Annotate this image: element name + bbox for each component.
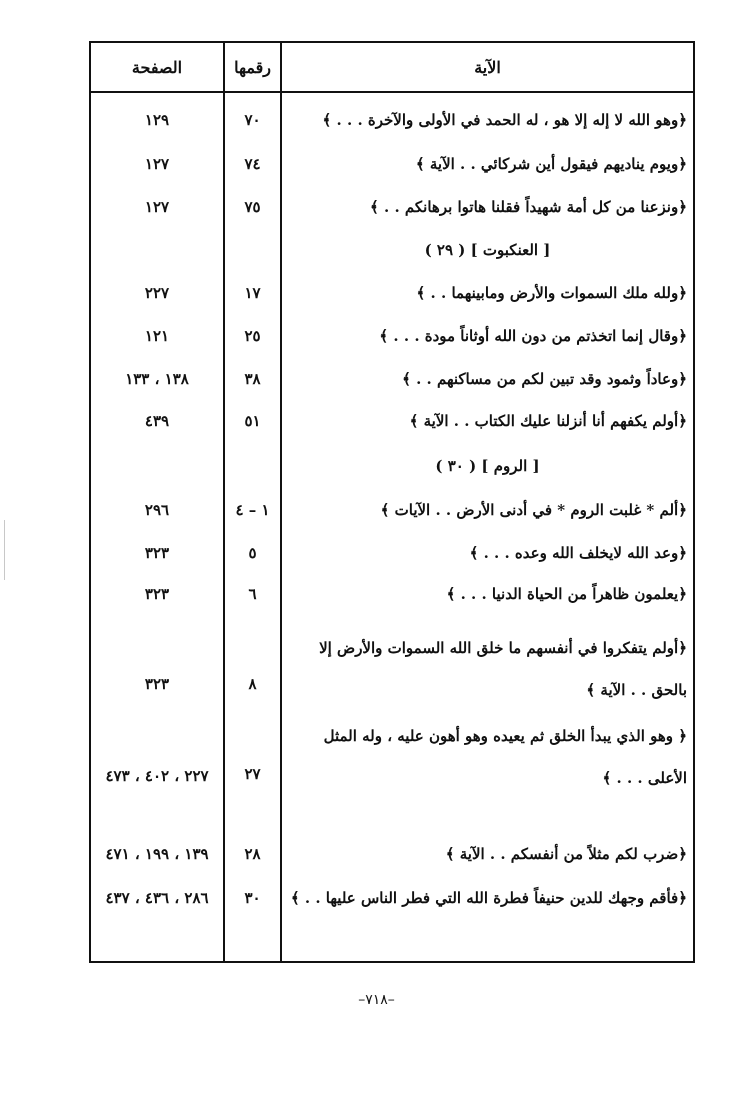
page-number: –٧١٨–	[358, 992, 395, 1008]
aya-number: ٧٠	[244, 111, 261, 129]
aya-number: ٨	[248, 675, 257, 693]
aya-number: ١٧	[244, 284, 261, 302]
table-row	[91, 707, 693, 825]
verse-index-table	[89, 41, 695, 963]
aya-number: ٧٥	[244, 198, 261, 216]
page-ref: ١٣٩ ، ١٩٩ ، ٤٧١	[105, 845, 209, 863]
table-row	[91, 877, 693, 919]
page-ref: ٢٩٦	[144, 501, 170, 519]
aya-text: ﴿ونزعنا من كل أمة شهيداً فقلنا هاتوا برهانكم . . ﴾	[370, 198, 687, 216]
aya-text: ﴿وعاداً وثمود وقد تبين لكم من مساكنهم . . ﴾	[402, 370, 687, 388]
table-row	[91, 532, 693, 574]
aya-text: ﴿ وهو الذي يبدأ الخلق ثم يعيده وهو أهون عليه ، وله المثل الأعلى . . . ﴾	[323, 727, 687, 787]
aya-text: ﴿ويوم يناديهم فيقول أين شركائي . . الآية ﴾	[415, 155, 687, 173]
header-page: الصفحة	[131, 57, 183, 77]
page-ref: ٢٢٧	[144, 284, 170, 302]
surah-heading: [ العنكبوت ] ( ٢٩ )	[424, 241, 551, 259]
aya-number: ٥١	[244, 412, 261, 430]
aya-number: ٢٧	[244, 765, 261, 783]
table-row	[91, 833, 693, 875]
aya-text: ﴿فأقم وجهك للدين حنيفاً فطرة الله التي فطر الناس عليها . . ﴾	[290, 889, 687, 907]
page-ref: ٣٢٣	[144, 585, 170, 603]
aya-number: ٢٥	[244, 327, 261, 345]
aya-number: ٥	[248, 544, 257, 562]
scan-margin-mark	[4, 520, 5, 580]
table-row	[91, 272, 693, 314]
aya-text: ﴿وهو الله لا إله إلا هو ، له الحمد في الأولى والآخرة . . . ﴾	[322, 111, 687, 129]
table-row	[91, 619, 693, 705]
section-heading-row	[91, 445, 693, 487]
aya-text: ﴿وقال إنما اتخذتم من دون الله أوثاناً مودة . . . ﴾	[379, 327, 687, 345]
table-row	[91, 315, 693, 357]
aya-text: ﴿يعلمون ظاهراً من الحياة الدنيا . . . ﴾	[446, 585, 687, 603]
aya-text: ﴿وعد الله لايخلف الله وعده . . . ﴾	[469, 544, 687, 562]
page-ref: ٣٢٣	[144, 544, 170, 562]
aya-text: ﴿أولم يكفهم أنا أنزلنا عليك الكتاب . . الآية ﴾	[409, 412, 687, 430]
aya-number: ٦	[248, 585, 257, 603]
page-ref: ٢٨٦ ، ٤٣٦ ، ٤٣٧	[105, 889, 209, 907]
page-ref: ٤٣٩	[144, 412, 170, 430]
table-row	[91, 143, 693, 185]
aya-text: ﴿ولله ملك السموات والأرض ومابينهما . . ﴾	[416, 284, 687, 302]
table-row	[91, 573, 693, 615]
page-ref: ١٣٨ ، ١٣٣	[125, 370, 189, 388]
page-ref: ١٢١	[144, 327, 170, 345]
aya-text: ﴿ألم * غلبت الروم * في أدنى الأرض . . الآيات ﴾	[380, 501, 687, 519]
aya-number: ٧٤	[244, 155, 261, 173]
surah-heading: [ الروم ] ( ٣٠ )	[435, 457, 540, 475]
page-ref: ١٢٧	[144, 198, 170, 216]
page-ref: ١٢٧	[144, 155, 170, 173]
page-ref: ١٢٩	[144, 111, 170, 129]
page-ref: ٣٢٣	[144, 675, 170, 693]
table-row	[91, 99, 693, 141]
aya-number: ٣٨	[244, 370, 261, 388]
header-aya: الآية	[474, 57, 501, 77]
header-divider	[91, 91, 693, 93]
aya-number: ٢٨	[244, 845, 261, 863]
page-ref: ٢٢٧ ، ٤٠٢ ، ٤٧٣	[105, 767, 209, 785]
table-row	[91, 186, 693, 228]
table-row	[91, 358, 693, 400]
aya-text: ﴿ضرب لكم مثلاً من أنفسكم . . الآية ﴾	[445, 845, 687, 863]
aya-number: ١ – ٤	[235, 501, 270, 519]
aya-text: ﴿أولم يتفكروا في أنفسهم ما خلق الله السموات والأرض إلا بالحق . . الآية ﴾	[319, 639, 687, 699]
aya-number: ٣٠	[244, 889, 261, 907]
table-row	[91, 489, 693, 531]
header-number: رقمها	[234, 57, 271, 77]
table-row	[91, 400, 693, 442]
section-heading-row	[91, 229, 693, 271]
